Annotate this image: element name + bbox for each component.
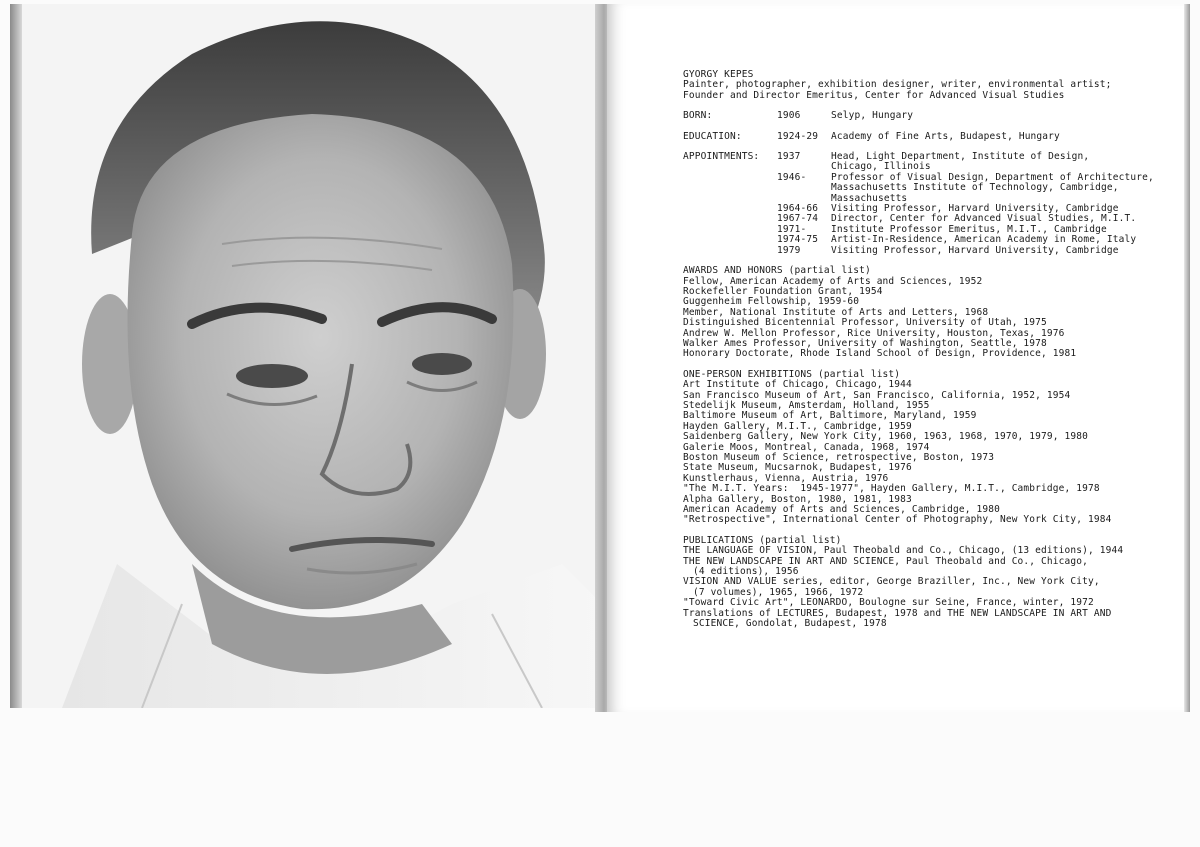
exhibition-item: "The M.I.T. Years: 1945-1977", Hayden Gallery, M.I.T., Cambridge, 1978	[683, 483, 1100, 495]
appointment-line: Visiting Professor, Harvard University, Cambridge	[831, 244, 1119, 256]
exhibition-item: American Academy of Arts and Sciences, Cambridge, 1980	[683, 504, 1000, 516]
publication-item: "Toward Civic Art", LEONARDO, Boulogne sur Seine, France, winter, 1972	[683, 597, 1094, 609]
appointment-line: Head, Light Department, Institute of Design,	[831, 151, 1090, 163]
appointment-line: Chicago, Illinois	[831, 161, 931, 173]
awards-list	[683, 277, 1183, 360]
exhibition-item: Hayden Gallery, M.I.T., Cambridge, 1959	[683, 420, 912, 432]
appointment-line: Visiting Professor, Harvard University, Cambridge	[831, 203, 1119, 215]
appointment-row	[777, 173, 1181, 204]
publication-item: THE NEW LANDSCAPE IN ART AND SCIENCE, Paul Theobald and Co., Chicago,	[683, 555, 1088, 567]
exhibitions-title: ONE-PERSON EXHIBITIONS (partial list)	[683, 368, 901, 380]
portrait-photo	[22, 4, 602, 708]
born-place: Selyp, Hungary	[831, 110, 914, 122]
appointments-list	[777, 152, 1181, 256]
education-year: 1924-29	[777, 130, 819, 142]
born-row	[683, 111, 1183, 121]
exhibition-item: Stedelijk Museum, Amsterdam, Holland, 1955	[683, 399, 930, 411]
award-item: Honorary Doctorate, Rhode Island School of Design, Providence, 1981	[683, 348, 1077, 360]
education-row	[683, 132, 1183, 142]
appointment-desc	[831, 152, 1181, 173]
exhibition-item: Art Institute of Chicago, Chicago, 1944	[683, 379, 912, 391]
appointment-line: Professor of Visual Design, Department of Architecture,	[831, 171, 1154, 183]
artist-roles: Painter, photographer, exhibition designer, writer, environmental artist;	[683, 79, 1112, 91]
page-edge-left	[10, 4, 22, 708]
awards-title: AWARDS AND HONORS (partial list)	[683, 265, 871, 277]
appointment-line: Massachusetts Institute of Technology, Cambridge,	[831, 182, 1119, 194]
appointment-row	[777, 246, 1181, 256]
publication-item: VISION AND VALUE series, editor, George Braziller, Inc., New York City,	[683, 576, 1100, 588]
born-label: BORN:	[683, 110, 713, 122]
award-item: Walker Ames Professor, University of Washington, Seattle, 1978	[683, 337, 1047, 349]
exhibition-item: State Museum, Mucsarnok, Budapest, 1976	[683, 462, 912, 474]
publication-item: Translations of LECTURES, Budapest, 1978 and THE NEW LANDSCAPE IN ART AND	[683, 607, 1112, 619]
artist-position: Founder and Director Emeritus, Center for Advanced Visual Studies	[683, 89, 1065, 101]
artist-name: GYORGY KEPES	[683, 69, 754, 80]
education-place: Academy of Fine Arts, Budapest, Hungary	[831, 130, 1060, 142]
exhibition-item: Galerie Moos, Montreal, Canada, 1968, 1974	[683, 441, 930, 453]
exhibition-item: Boston Museum of Science, retrospective, Boston, 1973	[683, 452, 995, 463]
appointments-block	[683, 152, 1183, 256]
award-item: Member, National Institute of Arts and Letters, 1968	[683, 306, 989, 318]
appointment-year: 1979	[777, 244, 801, 256]
exhibition-item: San Francisco Museum of Art, San Francisco, California, 1952, 1954	[683, 389, 1071, 401]
appointment-line: Director, Center for Advanced Visual Studies, M.I.T.	[831, 213, 1137, 225]
appointments-label: APPOINTMENTS:	[683, 151, 760, 163]
publications-list	[683, 546, 1183, 629]
exhibitions-list	[683, 380, 1183, 526]
exhibition-item: Baltimore Museum of Art, Baltimore, Maryland, 1959	[683, 410, 977, 422]
right-page	[607, 4, 1190, 712]
appointment-desc	[831, 246, 1181, 256]
appointment-year: 1937	[777, 151, 801, 163]
appointment-year: 1967-74	[777, 213, 819, 225]
appointment-year: 1946-	[777, 171, 807, 183]
publication-item: THE LANGUAGE OF VISION, Paul Theobald and Co., Chicago, (13 editions), 1944	[683, 545, 1124, 557]
appointment-line: Massachusetts	[831, 192, 908, 204]
publications-title: PUBLICATIONS (partial list)	[683, 534, 842, 546]
exhibition-item: "Retrospective", International Center of Photography, New York City, 1984	[683, 514, 1112, 526]
award-item: Distinguished Bicentennial Professor, University of Utah, 1975	[683, 317, 1047, 329]
publication-continuation: SCIENCE, Gondolat, Budapest, 1978	[693, 618, 887, 630]
publication-continuation: (7 volumes), 1965, 1966, 1972	[693, 586, 864, 598]
appointment-row	[777, 152, 1181, 173]
appointment-line: Institute Professor Emeritus, M.I.T., Cambridge	[831, 223, 1107, 235]
appointment-year: 1971-	[777, 223, 807, 235]
appointment-line: Artist-In-Residence, American Academy in Rome, Italy	[831, 234, 1137, 246]
education-label: EDUCATION:	[683, 130, 742, 142]
appointment-year: 1964-66	[777, 203, 819, 215]
exhibition-item: Saidenberg Gallery, New York City, 1960, 1963, 1968, 1970, 1979, 1980	[683, 431, 1088, 443]
award-item: Guggenheim Fellowship, 1959-60	[683, 296, 860, 308]
award-item: Andrew W. Mellon Professor, Rice University, Houston, Texas, 1976	[683, 327, 1065, 339]
left-page	[10, 4, 602, 708]
biography-text	[683, 70, 1183, 630]
publication-continuation: (4 editions), 1956	[693, 566, 799, 578]
exhibition-item: Alpha Gallery, Boston, 1980, 1981, 1983	[683, 493, 912, 505]
award-item: Rockefeller Foundation Grant, 1954	[683, 285, 883, 297]
award-item: Fellow, American Academy of Arts and Sciences, 1952	[683, 275, 983, 287]
appointment-desc	[831, 173, 1181, 204]
exhibition-item: Kunstlerhaus, Vienna, Austria, 1976	[683, 472, 889, 484]
open-booklet	[10, 4, 1190, 712]
appointment-year: 1974-75	[777, 234, 819, 246]
page-edge-right	[1184, 4, 1190, 712]
born-year: 1906	[777, 110, 801, 122]
